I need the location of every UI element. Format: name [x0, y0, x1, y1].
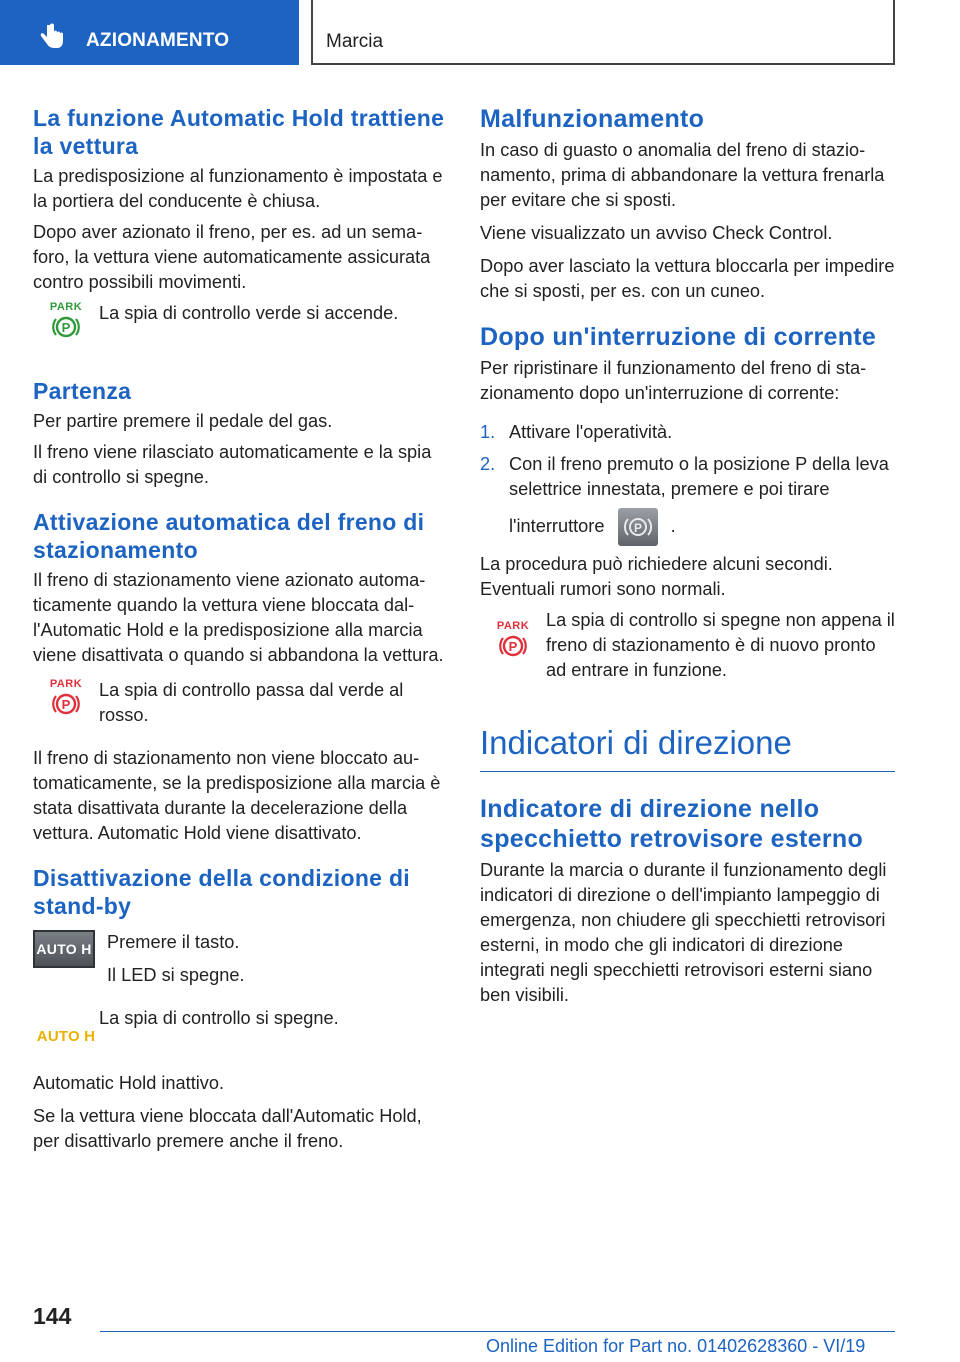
paragraph: Per ripristinare il funzionamento del freno di stazionamento dopo un'interruzione di corrente:: [480, 358, 867, 403]
heading-automatic-hold: La funzione Automatic Hold trattiene la vettura: [33, 105, 445, 159]
autoh-button-row: [33, 930, 446, 988]
heading-disattivazione: Disattivazione della condizione di stand-by: [33, 865, 410, 919]
step-text: Premere il tasto.: [107, 932, 240, 952]
indicator-note-autoh: [33, 1006, 446, 1045]
heading-specchietto: Indicatore di direzione nello specchietto retrovisore esterno: [480, 795, 864, 853]
paragraph: Dopo aver lasciato la vettura bloccarla per impedire che si sposti, per es. con un cuneo.: [480, 256, 895, 301]
auto-hold-indicator-icon: AUTO H: [36, 1028, 96, 1045]
hand-pointer-icon: [38, 22, 66, 50]
indicator-note-red: [33, 678, 446, 728]
paragraph: Dopo aver azionato il freno, per es. ad un semaforo, la vettura viene automaticamente assicurata contro possibili movimenti.: [33, 222, 431, 292]
section-tab: [0, 0, 299, 65]
paragraph: Automatic Hold inattivo.: [33, 1073, 225, 1093]
page-number: 144: [33, 1303, 72, 1329]
indicator-note-park-off: [480, 608, 895, 683]
paragraph: La procedura può richiedere alcuni secondi.: [480, 554, 833, 574]
park-brake-green-icon: PARK P: [49, 301, 83, 335]
chapter-box: [311, 0, 895, 65]
footer-edition: Online Edition for Part no. 01402628360 - VI/19: [486, 1336, 866, 1356]
paragraph: Durante la marcia o durante il funzionamento degli indicatori di direzione o dell'impianto lampeggio di emergenza, non chiudere gli specchietti retrovisori esterni, in modo che gli indicatori di direzione integrati negli specchietti retrovisori esterni siano ben visibili.: [480, 860, 887, 1005]
heading-indicatori: Indicatori di direzione: [480, 723, 895, 772]
svg-text:P: P: [61, 320, 71, 335]
chapter-title: Marcia: [326, 31, 384, 52]
right-column: [480, 104, 895, 1008]
note-text: La spia di controllo si spegne.: [99, 1008, 339, 1028]
list-item: 1. Attivare l'operatività.: [480, 422, 673, 442]
indicator-note-green: [33, 301, 446, 341]
paragraph: Eventuali rumori sono normali.: [480, 579, 726, 599]
parking-brake-switch-icon: [618, 508, 658, 546]
paragraph: Il freno di stazionamento viene azionato automaticamente quando la vettura viene bloccata dall'Automatic Hold e la predisposizione alla marcia viene disattivata o quando si abbandona la vettura.: [33, 570, 444, 665]
heading-malfunzionamento: Malfunzionamento: [480, 105, 705, 133]
footer-divider: [100, 1331, 895, 1332]
svg-text:P: P: [633, 521, 642, 535]
auto-hold-button-icon: AUTO H: [33, 930, 95, 968]
park-brake-red-icon: PARK P: [49, 678, 83, 712]
park-brake-red-icon: PARK P: [496, 620, 530, 654]
heading-interruzione: Dopo un'interruzione di corrente: [480, 323, 877, 351]
paragraph: Il freno viene rilasciato automaticamente e la spia di controllo si spegne.: [33, 442, 432, 487]
paragraph: La predisposizione al funzionamento è impostata e la portiera del conducente è chiusa.: [33, 166, 443, 211]
paragraph: Il freno di stazionamento non viene bloccato automaticamente, se la predisposizione alla marcia è stata disattivata durante la decelerazione della vettura. Automatic Hold viene disattivato.: [33, 748, 441, 843]
svg-text:P: P: [61, 697, 71, 712]
list-item: 2. Con il freno premuto o la posizione P della leva selettrice innestata, premere e poi tirare l'interruttore P .: [480, 452, 895, 546]
paragraph: In caso di guasto o anomalia del freno di stazionamento, prima di abbandonare la vettura frenarla per evitare che si sposti.: [480, 140, 885, 210]
steps-list: [480, 420, 895, 546]
paragraph: Per partire premere il pedale del gas.: [33, 411, 333, 431]
paragraph: Viene visualizzato un avviso Check Control.: [480, 223, 833, 243]
paragraph: Se la vettura viene bloccata dall'Automatic Hold, per disattivarlo premere anche il freno.: [33, 1106, 422, 1151]
heading-partenza: Partenza: [33, 378, 132, 404]
left-column: [33, 104, 446, 1154]
section-title: AZIONAMENTO: [86, 30, 230, 51]
step-text: Il LED si spegne.: [107, 965, 245, 985]
note-text: La spia di controllo si spegne non appena il freno di stazionamento è di nuovo pronto ad entrare in funzione.: [546, 610, 895, 680]
note-text: La spia di controllo verde si accende.: [99, 303, 399, 323]
note-text: La spia di controllo passa dal verde al rosso.: [99, 680, 404, 725]
heading-attivazione: Attivazione automatica del freno di stazionamento: [33, 509, 425, 563]
svg-text:P: P: [508, 639, 518, 654]
